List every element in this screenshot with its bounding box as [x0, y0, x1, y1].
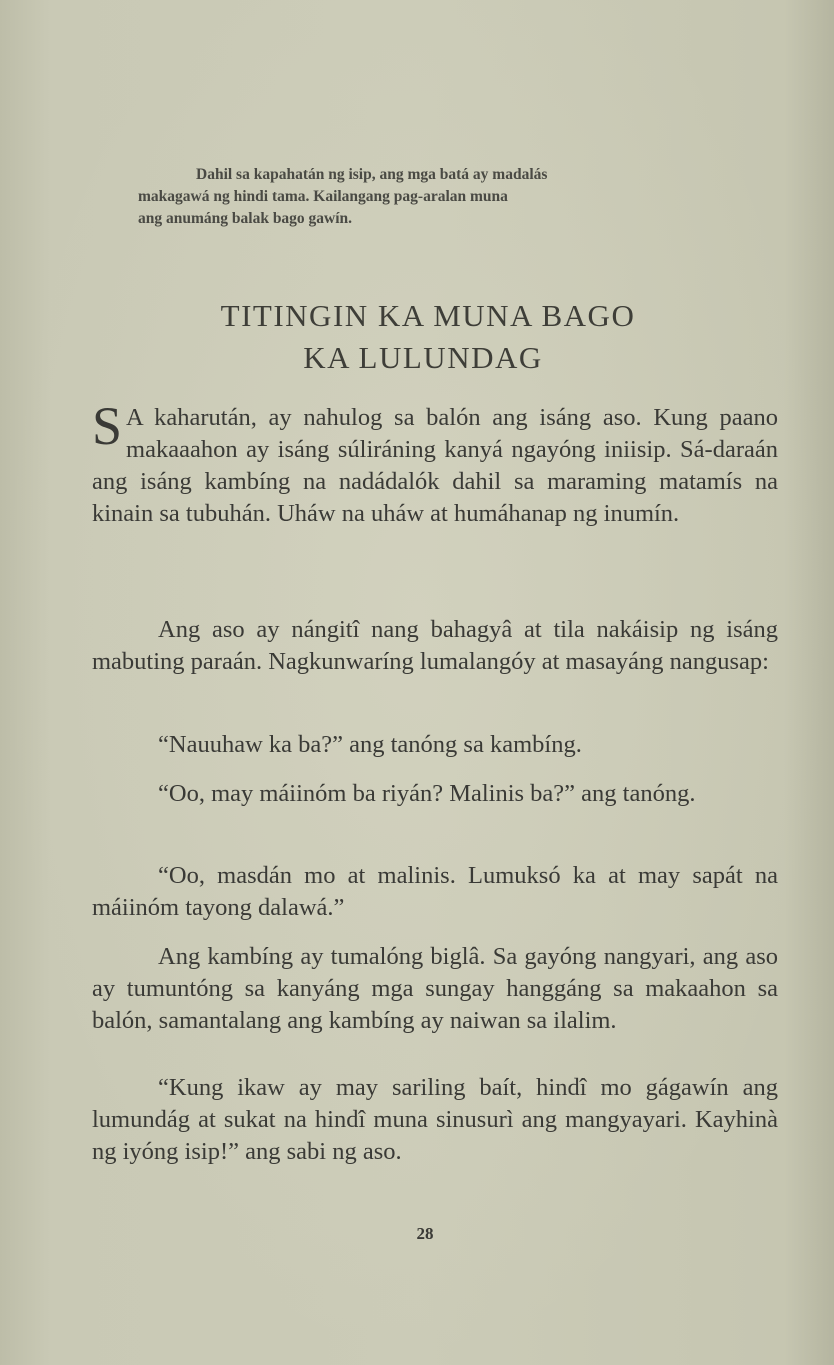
page-number: 28	[416, 1224, 434, 1243]
paragraph-2: Ang aso ay nángitî nang bahagyâ at tila nakáisip ng isáng mabuting paraán. Nagkunwaríng lumalangóy at masayáng nangusap:	[92, 616, 778, 675]
story-title-line-2: KA LULUNDAG	[303, 340, 543, 375]
epigraph-line-3: ang anumáng balak bago gawín.	[138, 210, 353, 227]
epigraph-line-1: Dahil sa kapahatán ng isip, ang mga batá ay madalás	[196, 166, 548, 183]
paragraph-5: “Oo, masdán mo at malinis. Lumuksó ka at may sapát na máiinóm tayong dalawá.”	[92, 862, 778, 921]
epigraph-line-2: makagawá ng hindi tama. Kailangang pag-aralan muna	[138, 188, 508, 205]
paragraph-4: “Oo, may máiinóm ba riyán? Malinis ba?” ang tanóng.	[158, 780, 696, 807]
drop-cap: S	[92, 396, 123, 456]
paragraph-3: “Nauuhaw ka ba?” ang tanóng sa kambíng.	[158, 731, 582, 758]
story-title-line-1: TITINGIN KA MUNA BAGO	[220, 298, 636, 333]
paragraph-7: “Kung ikaw ay may sariling baít, hindî mo gágawín ang lumundág at sukat na hindî muna sinusurì ang mangyayari. Kayhinà ng iyóng isip!” ang sabi ng aso.	[92, 1074, 778, 1165]
paragraph-6: Ang kambíng ay tumalóng biglâ. Sa gayóng nangyari, ang aso ay tumuntóng sa kanyáng mga sungay hanggáng sa makaahon sa balón, samantalang ang kambíng ay naiwan sa ilalim.	[92, 943, 778, 1034]
epigraph	[138, 164, 728, 230]
paragraph-1: S A kaharután, ay nahulog sa balón ang isáng aso. Kung paano makaaahon ay isáng súliráning kanyá ngayóng iniisip. Sá-daraán ang isáng kambíng na nadádalók dahil sa maraming matamís na kinain sa tubuhán. Uháw na uháw at humáhanap ng inumín.	[92, 396, 778, 527]
